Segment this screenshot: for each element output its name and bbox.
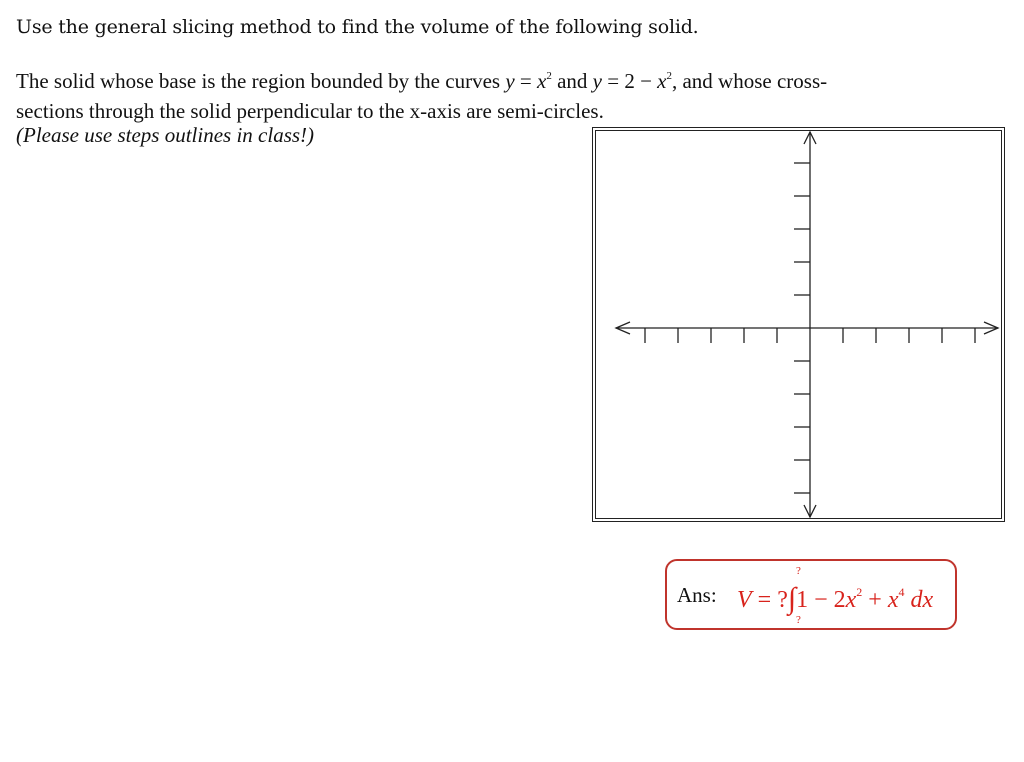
- problem-text-start: The solid whose base is the region bounded by the curves: [16, 69, 506, 93]
- integral-sign: ∫: [787, 582, 797, 615]
- instruction-heading: Use the general slicing method to find the volume of the following solid.: [16, 16, 699, 38]
- coordinate-grid-frame: [592, 127, 1005, 522]
- coordinate-grid: [595, 130, 1002, 519]
- problem-line-1: [16, 66, 976, 96]
- problem-statement: [16, 66, 976, 126]
- volume-formula: V = ?∫1 − $2x^2 + x^4$ dx: [737, 582, 934, 615]
- class-steps-note: (Please use steps outlines in class!): [16, 123, 315, 147]
- answer-label: Ans:: [677, 583, 717, 607]
- curve-2-equation: $y = 2 - x^2$: [592, 69, 672, 93]
- integral-upper-limit: ?: [796, 565, 801, 577]
- problem-line-2: sections through the solid perpendicular to the x-axis are semi-circles.: [16, 99, 604, 123]
- curve-1-equation: $y = x^2$: [505, 69, 552, 93]
- problem-text-end: , and whose cross-: [671, 69, 828, 93]
- and-word: and: [551, 69, 593, 93]
- axes-svg: [596, 131, 1001, 518]
- answer-box: [665, 559, 957, 630]
- integral-lower-limit: ?: [796, 614, 801, 626]
